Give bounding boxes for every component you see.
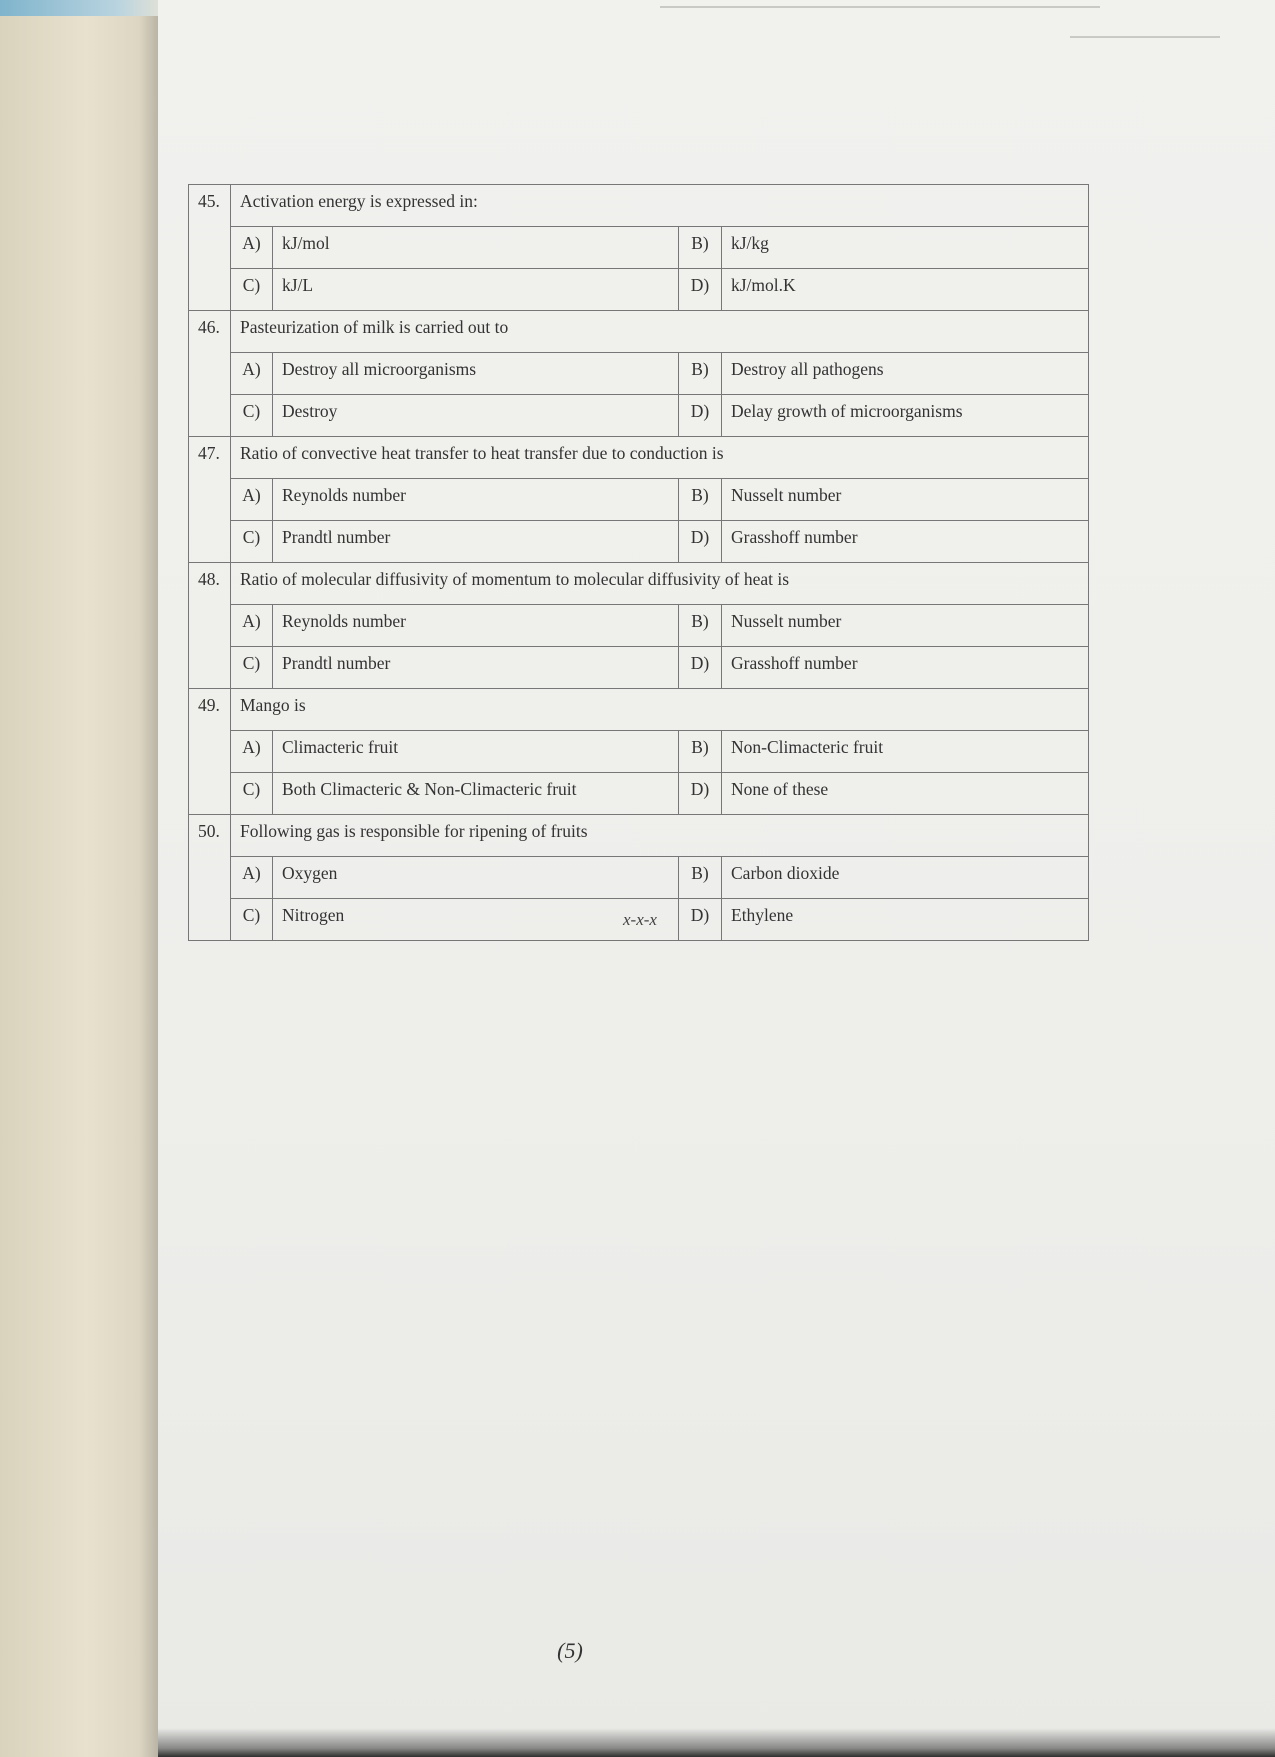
option-text: Both Climacteric & Non-Climacteric fruit xyxy=(273,773,679,815)
option-label: A) xyxy=(231,857,273,899)
option-text: Nitrogen xyxy=(273,899,679,941)
question-row xyxy=(189,563,1089,605)
option-label: D) xyxy=(679,773,722,815)
top-edge-mark xyxy=(660,6,1100,8)
question-text: Ratio of convective heat transfer to heat transfer due to conduction is xyxy=(231,437,1089,479)
option-label: C) xyxy=(231,521,273,563)
option-label: B) xyxy=(679,605,722,647)
options-row xyxy=(189,857,1089,899)
question-row xyxy=(189,815,1089,857)
question-row xyxy=(189,185,1089,227)
option-label: B) xyxy=(679,857,722,899)
option-label: C) xyxy=(231,395,273,437)
option-label: C) xyxy=(231,899,273,941)
option-text: Destroy all microorganisms xyxy=(273,353,679,395)
option-text: Nusselt number xyxy=(722,605,1089,647)
option-text: Oxygen xyxy=(273,857,679,899)
question-row xyxy=(189,311,1089,353)
question-row xyxy=(189,437,1089,479)
option-text: Nusselt number xyxy=(722,479,1089,521)
option-text: Prandtl number xyxy=(273,521,679,563)
option-label: A) xyxy=(231,731,273,773)
option-label: C) xyxy=(231,647,273,689)
options-row xyxy=(189,605,1089,647)
options-row xyxy=(189,353,1089,395)
top-edge-mark-right xyxy=(1070,36,1220,38)
option-label: B) xyxy=(679,353,722,395)
questions-table xyxy=(188,184,1089,941)
options-row xyxy=(189,647,1089,689)
option-label: C) xyxy=(231,773,273,815)
question-number: 47. xyxy=(189,437,231,563)
question-number: 45. xyxy=(189,185,231,311)
option-label: B) xyxy=(679,227,722,269)
options-row xyxy=(189,269,1089,311)
option-text: Grasshoff number xyxy=(722,647,1089,689)
option-text: kJ/mol.K xyxy=(722,269,1089,311)
question-number: 50. xyxy=(189,815,231,941)
option-text: Reynolds number xyxy=(273,479,679,521)
option-text: Ethylene xyxy=(722,899,1089,941)
option-text: kJ/L xyxy=(273,269,679,311)
question-row xyxy=(189,689,1089,731)
option-text: Non-Climacteric fruit xyxy=(722,731,1089,773)
option-label: A) xyxy=(231,605,273,647)
option-text: Carbon dioxide xyxy=(722,857,1089,899)
option-text: None of these xyxy=(722,773,1089,815)
option-label: A) xyxy=(231,227,273,269)
option-text: Climacteric fruit xyxy=(273,731,679,773)
question-number: 49. xyxy=(189,689,231,815)
option-label: A) xyxy=(231,353,273,395)
question-text: Mango is xyxy=(231,689,1089,731)
option-text: kJ/mol xyxy=(273,227,679,269)
question-text: Following gas is responsible for ripening of fruits xyxy=(231,815,1089,857)
end-mark: x-x-x xyxy=(623,910,657,929)
option-label: D) xyxy=(679,521,722,563)
options-row xyxy=(189,479,1089,521)
option-label: D) xyxy=(679,647,722,689)
options-row xyxy=(189,773,1089,815)
options-row xyxy=(189,731,1089,773)
binding-edge xyxy=(0,0,165,16)
option-text: Reynolds number xyxy=(273,605,679,647)
question-text: Ratio of molecular diffusivity of momentum to molecular diffusivity of heat is xyxy=(231,563,1089,605)
page-number: (5) xyxy=(557,1638,583,1663)
option-label: D) xyxy=(679,899,722,941)
option-label: B) xyxy=(679,731,722,773)
option-text: kJ/kg xyxy=(722,227,1089,269)
option-label: D) xyxy=(679,395,722,437)
option-label: D) xyxy=(679,269,722,311)
options-row xyxy=(189,521,1089,563)
question-number: 48. xyxy=(189,563,231,689)
option-text: Destroy all pathogens xyxy=(722,353,1089,395)
question-text: Activation energy is expressed in: xyxy=(231,185,1089,227)
option-text: Destroy xyxy=(273,395,679,437)
question-text: Pasteurization of milk is carried out to xyxy=(231,311,1089,353)
option-label: A) xyxy=(231,479,273,521)
bottom-shadow xyxy=(158,1728,1275,1757)
option-text: Grasshoff number xyxy=(722,521,1089,563)
book-binding xyxy=(0,0,158,1757)
options-row xyxy=(189,227,1089,269)
option-label: B) xyxy=(679,479,722,521)
option-text: Prandtl number xyxy=(273,647,679,689)
option-text: Delay growth of microorganisms xyxy=(722,395,1089,437)
options-row xyxy=(189,395,1089,437)
option-label: C) xyxy=(231,269,273,311)
question-number: 46. xyxy=(189,311,231,437)
